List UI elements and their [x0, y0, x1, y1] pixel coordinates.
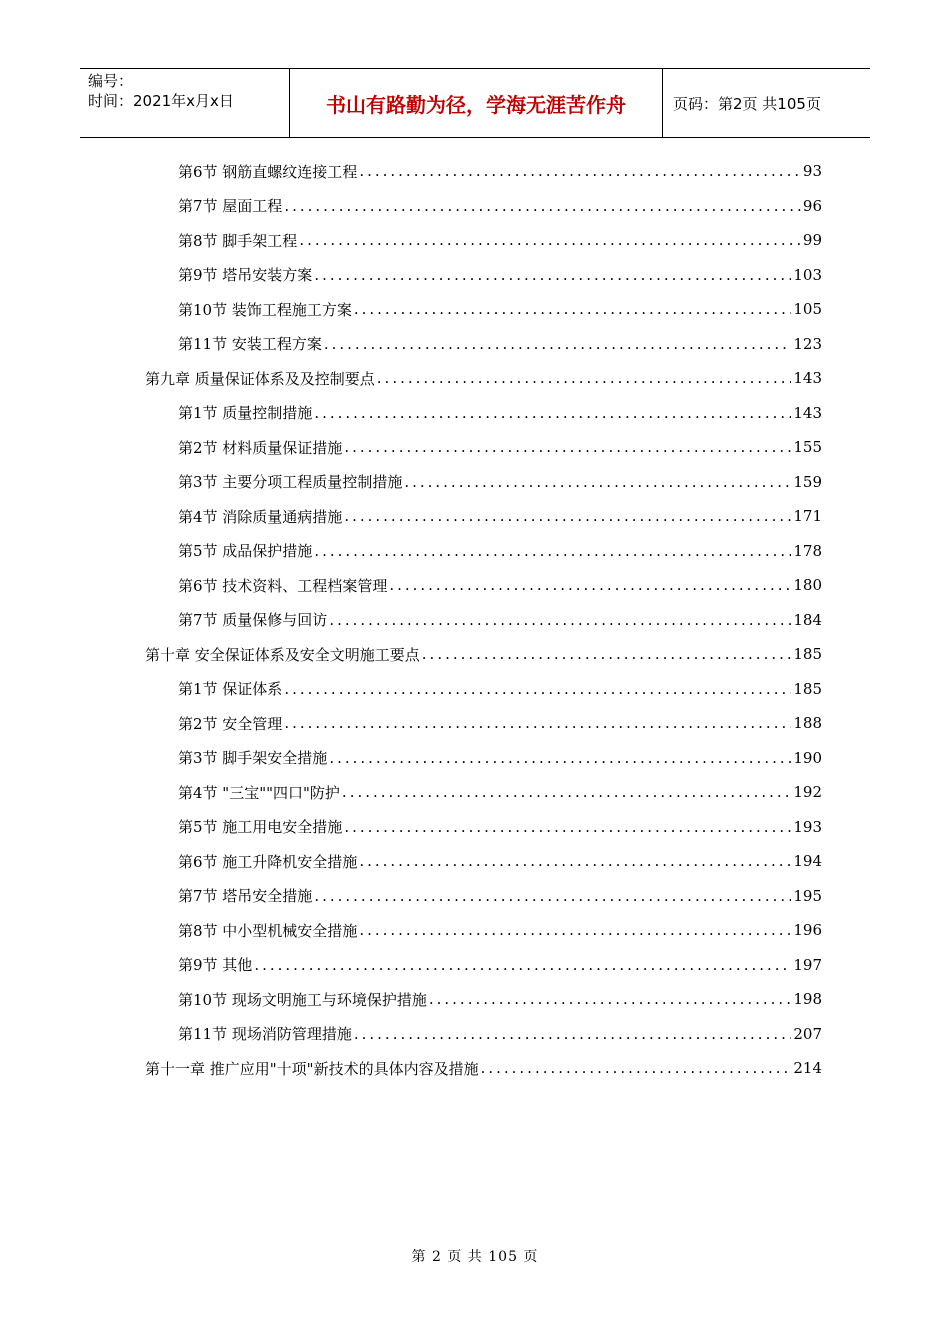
toc-section-entry[interactable]	[178, 189, 822, 223]
toc-leader-dots	[322, 335, 792, 353]
toc-section-entry[interactable]	[178, 1017, 822, 1051]
toc-section-entry[interactable]	[178, 844, 822, 878]
toc-entry-page: 159	[793, 472, 822, 491]
toc-leader-dots	[327, 749, 791, 767]
toc-leader-dots	[342, 818, 791, 836]
header-motto: 书山有路勤为径，学海无涯苦作舟	[290, 69, 663, 137]
toc-entry-title: 第7节 屋面工程	[178, 197, 283, 215]
toc-section-entry[interactable]	[178, 430, 822, 464]
toc-entry-title: 第十章 安全保证体系及安全文明施工要点	[145, 645, 420, 664]
toc-entry-page: 190	[793, 748, 822, 767]
toc-leader-dots	[375, 369, 792, 387]
toc-entry-title: 第6节 施工升降机安全措施	[178, 852, 358, 871]
toc-entry-page: 99	[802, 231, 822, 249]
toc-leader-dots	[352, 300, 792, 318]
toc-entry-title: 第4节 "三宝""四口"防护	[178, 783, 340, 802]
toc-section-entry[interactable]	[178, 706, 822, 740]
toc-section-entry[interactable]	[178, 568, 822, 602]
toc-leader-dots	[297, 231, 801, 249]
toc-leader-dots	[282, 680, 791, 698]
toc-entry-page: 155	[793, 438, 822, 456]
toc-entry-page: 194	[793, 852, 822, 870]
header-meta	[80, 69, 290, 137]
toc-leader-dots	[282, 197, 801, 215]
toc-entry-title: 第5节 成品保护措施	[178, 542, 313, 560]
toc-entry-page: 103	[793, 265, 822, 284]
toc-section-entry[interactable]	[178, 258, 822, 292]
toc-entry-page: 198	[793, 990, 822, 1008]
toc-entry-title: 第6节 钢筋直螺纹连接工程	[178, 162, 358, 181]
toc-entry-title: 第9节 塔吊安装方案	[178, 266, 313, 284]
toc-leader-dots	[312, 542, 791, 560]
toc-entry-title: 第7节 质量保修与回访	[178, 611, 328, 629]
toc-entry-title: 第11节 现场消防管理措施	[178, 1025, 352, 1043]
toc-leader-dots	[312, 404, 791, 422]
toc-entry-title: 第6节 技术资料、工程档案管理	[178, 576, 388, 595]
toc-entry-page: 178	[793, 541, 822, 560]
toc-entry-page: 105	[793, 300, 822, 318]
toc-entry-title: 第7节 塔吊安全措施	[178, 887, 313, 905]
toc-chapter-entry[interactable]	[145, 637, 822, 671]
toc-entry-page: 188	[793, 714, 822, 732]
toc-section-entry[interactable]	[178, 603, 822, 637]
toc-section-entry[interactable]	[178, 223, 822, 257]
toc-leader-dots	[402, 473, 791, 491]
toc-entry-title: 第1节 质量控制措施	[178, 404, 313, 422]
header-page-label: 页码：第2页 共105页	[673, 94, 821, 113]
toc-entry-title: 第4节 消除质量通病措施	[178, 507, 343, 526]
toc-entry-page: 143	[793, 403, 822, 422]
toc-entry-title: 第5节 施工用电安全措施	[178, 818, 343, 836]
toc-leader-dots	[357, 921, 791, 939]
toc-section-entry[interactable]	[178, 982, 822, 1016]
toc-leader-dots	[327, 611, 791, 629]
toc-entry-title: 第8节 中小型机械安全措施	[178, 921, 358, 940]
toc-entry-page: 123	[793, 334, 822, 353]
toc-leader-dots	[282, 714, 791, 732]
toc-chapter-entry[interactable]	[145, 1051, 822, 1085]
toc-entry-title: 第1节 保证体系	[178, 680, 283, 698]
toc-entry-page: 195	[793, 886, 822, 905]
toc-entry-page: 96	[802, 196, 822, 215]
toc-section-entry[interactable]	[178, 396, 822, 430]
toc-entry-title: 第十一章 推广应用"十项"新技术的具体内容及措施	[145, 1059, 479, 1078]
toc-entry-page: 184	[793, 610, 822, 629]
toc-entry-page: 197	[793, 955, 822, 974]
toc-chapter-entry[interactable]	[145, 361, 822, 395]
toc-entry-page: 192	[793, 783, 822, 801]
toc-section-entry[interactable]	[178, 913, 822, 947]
page-header	[80, 68, 870, 138]
toc-leader-dots	[312, 266, 791, 284]
toc-entry-title: 第九章 质量保证体系及及控制要点	[145, 369, 375, 388]
toc-entry-page: 171	[793, 507, 822, 525]
toc-entry-title: 第10节 现场文明施工与环境保护措施	[178, 990, 427, 1009]
toc-leader-dots	[340, 783, 791, 801]
toc-leader-dots	[357, 162, 801, 180]
toc-leader-dots	[342, 438, 791, 456]
toc-entry-title: 第2节 材料质量保证措施	[178, 438, 343, 457]
toc-entry-title: 第8节 脚手架工程	[178, 231, 298, 250]
toc-entry-page: 193	[793, 817, 822, 836]
toc-section-entry[interactable]	[178, 775, 822, 809]
number-label: 编号：	[88, 72, 134, 90]
toc-leader-dots	[479, 1059, 792, 1077]
toc-leader-dots	[252, 956, 791, 974]
toc-entry-page: 214	[793, 1059, 822, 1077]
toc-entry-title: 第3节 主要分项工程质量控制措施	[178, 473, 403, 491]
toc-leader-dots	[342, 507, 791, 525]
toc-leader-dots	[312, 887, 791, 905]
toc-entry-page: 185	[793, 645, 822, 663]
toc-entry-title: 第10节 装饰工程施工方案	[178, 300, 352, 319]
toc-entry-page: 185	[793, 679, 822, 698]
toc-leader-dots	[357, 852, 791, 870]
toc-section-entry[interactable]	[178, 879, 822, 913]
toc-entry-page: 180	[793, 576, 822, 594]
toc-section-entry[interactable]	[178, 292, 822, 326]
time-label: 时间：2021年x月x日	[88, 92, 234, 110]
toc-section-entry[interactable]	[178, 499, 822, 533]
toc-entry-page: 93	[802, 162, 822, 180]
toc-leader-dots	[352, 1025, 792, 1043]
toc-section-entry[interactable]	[178, 534, 822, 568]
toc-section-entry[interactable]	[178, 741, 822, 775]
toc-entry-title: 第3节 脚手架安全措施	[178, 749, 328, 767]
toc-section-entry[interactable]	[178, 810, 822, 844]
toc-entry-title: 第11节 安装工程方案	[178, 335, 322, 353]
toc-section-entry[interactable]	[178, 327, 822, 361]
toc-entry-page: 207	[793, 1024, 822, 1043]
page-footer: 第 2 页 共 105 页	[411, 1249, 539, 1265]
toc-leader-dots	[387, 576, 791, 594]
toc-entry-page: 196	[793, 921, 822, 939]
toc-section-entry[interactable]	[178, 948, 822, 982]
toc-leader-dots	[427, 990, 792, 1008]
toc-section-entry[interactable]	[178, 672, 822, 706]
toc-section-entry[interactable]	[178, 154, 822, 188]
toc-entry-title: 第9节 其他	[178, 956, 253, 974]
toc-entry-title: 第2节 安全管理	[178, 714, 283, 733]
toc-entry-page: 143	[793, 369, 822, 387]
toc-section-entry[interactable]	[178, 465, 822, 499]
toc-leader-dots	[420, 645, 792, 663]
